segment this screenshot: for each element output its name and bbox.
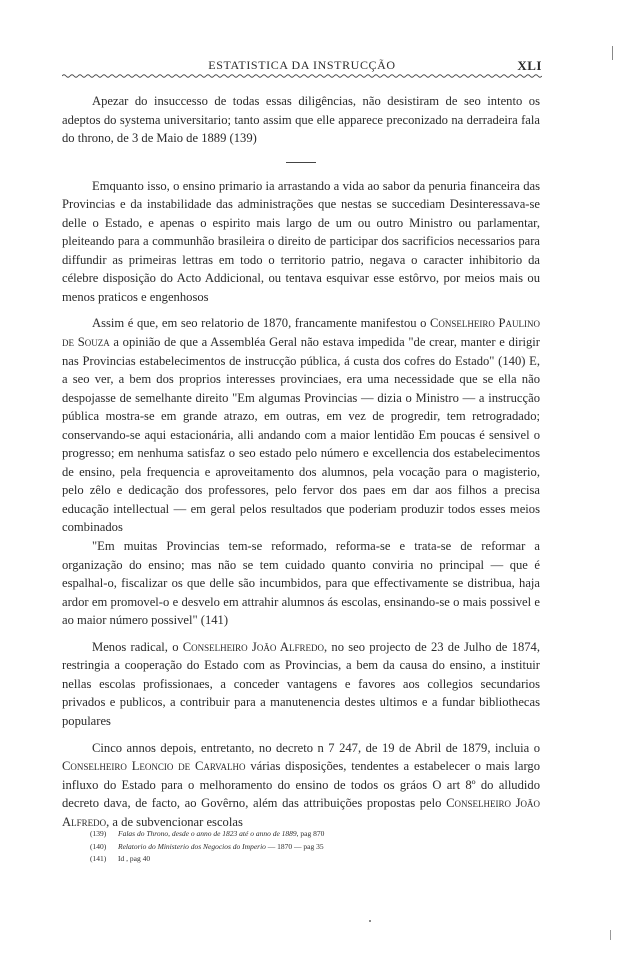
- paragraph-4: "Em muitas Provincias tem-se reformado, reforma-se e trata-se de reformar a organização do ensino; mas não se tem cuidado quanto conviria no principal — que é espalhal-o, fiscalizar os que delle são incumbidos, para que effectivamente se distribua, haja ardor em promovel-o e desvelo em attrahir alumnos ás escolas, ensinando-se o mais possivel e ao maior número possivel" (141): [62, 539, 540, 628]
- paragraph-6: [62, 739, 540, 832]
- footnotes: [90, 828, 540, 866]
- text-run: Cinco annos depois, entretanto, no decreto n 7 247, de 19 de Abril de 1879, incluia o: [92, 740, 540, 755]
- scan-mark: [612, 46, 613, 60]
- text-run: várias disposições, tendentes a estabelecer o mais largo influxo do Estado para o melhoramento do ensino de todos os gráos O art 8º do alludido decreto dava, de facto, ao Govêrno, além das attribuições propostas pelo: [62, 759, 541, 811]
- footnote-number: (140): [90, 841, 107, 851]
- text-run: , a de subvencionar escolas: [106, 814, 243, 829]
- text-run: a opinião de que a Assembléa Geral não estava impedida "de crear, manter e dirigir nas Provincias estabelecimentos de instrucção pública, á custa dos cofres do Estado" (140) E, a seo ver, a bem dos proprios interesses provinciaes, era uma necessidade que se ella não despojasse de semelhante direito "Em algumas Provincias — dizia o Ministro — a instrucção pública mostra-se em grande atrazo, em outras, em vez de progredir, tem retrogradado; conservando-se aqui estacionária, alli andando com a maior lentidão Em poucas é sensivel o progresso; em nenhuma satisfaz o seo estado pelo número e excellencia dos estabelecimentos de ensino, pela frequencia e aproveitamento dos alumnos, pela vocação para o magisterio, pelo zêlo e dedicação dos professores, pelo fervor dos paes em dar aos filhos a precisa educação intellectual — em geral pelos resultados que poderiam produzir todos esses meios combinados: [62, 335, 541, 535]
- footnote-ref: pag 870: [298, 829, 325, 838]
- paragraph-3: [62, 314, 540, 537]
- text-run: Assim é que, em seo relatorio de 1870, francamente manifestou o: [92, 316, 431, 331]
- footnote-number: (139): [90, 829, 107, 838]
- page-header: [62, 58, 542, 80]
- footnote-ref: Id , pag 40: [118, 854, 151, 863]
- person-name: Conselheiro Leoncio de Carvalho: [62, 759, 246, 774]
- paragraph-2: Emquanto isso, o ensino primario ia arrastando a vida ao sabor da penuria financeira das Provincias e da instabilidade das administrações que nestas se succediam Desinteressava-se delle o Estado, e apenas o espirito mais largo de um ou outro Ministro ou parlamentar, pleiteando para a communhão brasileira o direito de participar dos sacrificios necessarios para diffundir as primeiras lettras em todo o territorio patrio, negava o caracter inhibitorio da célebre disposição do Acto Addicional, ou tentava esquivar esse estôrvo, por meios mais ou menos praticos e engenhosos: [62, 178, 540, 304]
- footnote-source: Relatorio do Ministerio dos Negocios do Imperio: [118, 841, 266, 851]
- footnote-140: [90, 841, 540, 854]
- text-run: , no seo projecto de 23 de Julho de 1874, restringia a cooperação do Estado com as Provincias, a bem da causa do ensino, a instituir nellas escolas profissionaes, a conceder vantagens e favores aos collegios secundarios privados e publicos, a contribuir para a manutenencia destes ultimos e a fundar bibliothecas populares: [62, 639, 540, 728]
- footnote-source: Falas do Throno, desde o anno de 1823 até o anno de 1889,: [118, 829, 299, 838]
- footnote-ref: — 1870 — pag 35: [265, 841, 324, 851]
- person-name: Conselheiro João Alfredo: [62, 796, 540, 829]
- scan-speck: [369, 920, 371, 922]
- paragraph-1: Apezar do insuccesso de todas essas diligências, não desistiram de seo intento os adeptos do systema universitario; tanto assim que elle apparece preconizado na derradeira fala do throno, de 3 de Maio de 1889 (139): [62, 94, 540, 146]
- section-divider: [286, 162, 316, 163]
- wavy-rule: [62, 72, 542, 80]
- running-title: ESTATISTICA DA INSTRUCÇÃO: [208, 58, 396, 72]
- paragraph-5: [62, 638, 540, 731]
- person-name: Conselheiro João Alfredo: [182, 639, 324, 654]
- page-number: XLI: [517, 58, 542, 73]
- footnote-number: (141): [90, 854, 107, 863]
- footnote-141: [90, 853, 540, 866]
- scan-mark: [610, 930, 611, 940]
- person-name: Conselheiro Paulino de Souza: [62, 316, 541, 350]
- text-run: Menos radical, o: [92, 639, 183, 654]
- footnote-139: [90, 828, 540, 841]
- main-text: [62, 92, 540, 831]
